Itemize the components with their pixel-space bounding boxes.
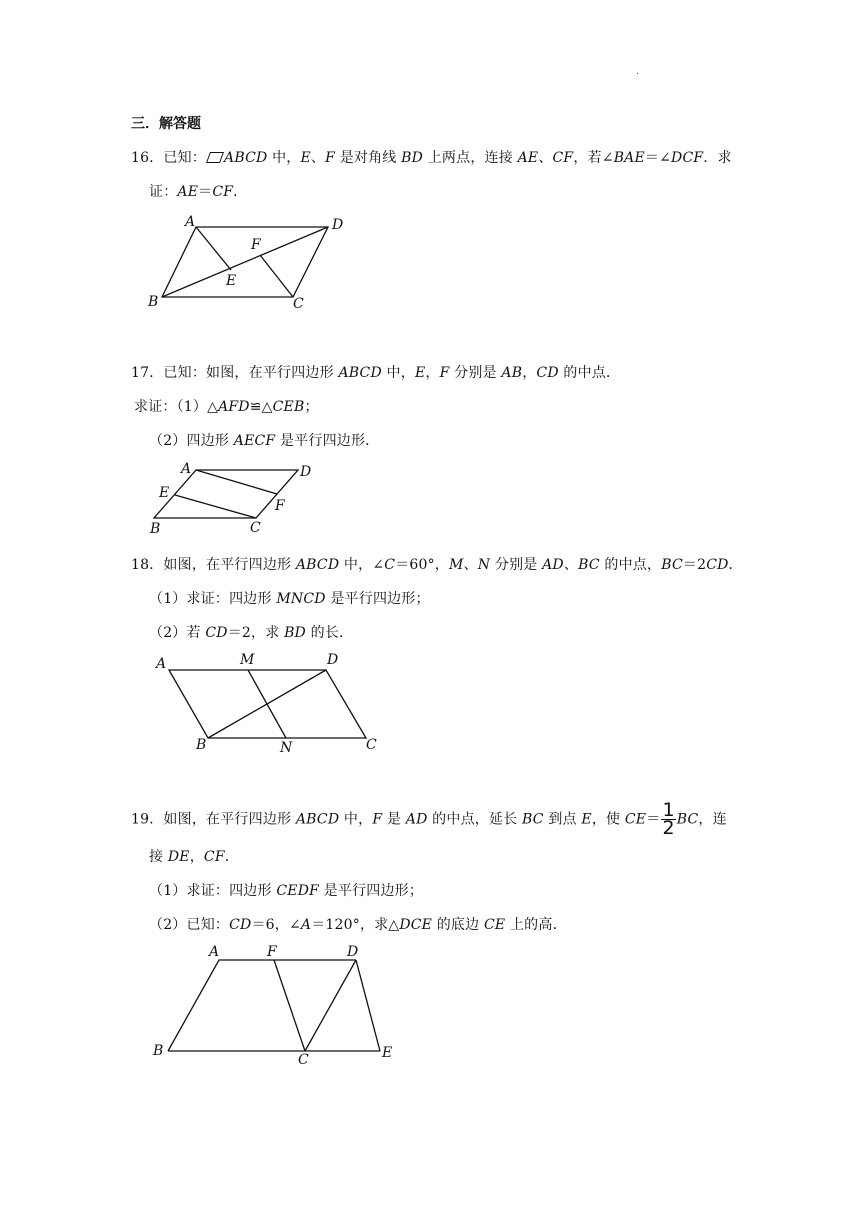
q16-segment-ae <box>196 227 231 270</box>
q19-figure <box>145 940 405 1070</box>
q19-line2: 接 DE，CF． <box>149 849 239 865</box>
q16-label-e: E <box>226 273 237 289</box>
q18-line3: （2）若 CD＝2，求 BD 的长． <box>149 625 354 641</box>
q18-line1: 18．如图，在平行四边形 ABCD 中，∠C＝60°，M、N 分别是 AD、BC 的中点，BC＝2CD． <box>131 557 743 573</box>
q16-label-d: D <box>332 217 344 233</box>
q18-label-m: M <box>240 652 255 668</box>
q18-label-c: C <box>366 737 377 753</box>
q19-sides-ba-ad <box>168 960 356 1051</box>
q19-line1: 19．如图，在平行四边形 ABCD 中，F 是 AD 的中点，延长 BC 到点 E，使 CE＝ $\frac{1}{2}$ BC，连 <box>131 799 727 839</box>
one-half-fraction: $\frac{1}{2}$ <box>662 799 675 839</box>
q19-label-e: E <box>382 1045 393 1061</box>
q18-figure <box>150 648 390 756</box>
q16-segment-cf <box>260 255 293 297</box>
q17-label-e: E <box>159 485 170 501</box>
q16-label-a: A <box>185 214 196 230</box>
q18-line2: （1）求证：四边形 MNCD 是平行四边形； <box>149 591 430 607</box>
q17-label-b: B <box>150 521 161 537</box>
q17-figure <box>140 458 330 538</box>
q19-segment-de <box>356 960 380 1051</box>
q16-diagonal-bd <box>162 227 328 297</box>
q18-label-n: N <box>280 740 293 756</box>
q19-label-d: D <box>347 944 359 960</box>
q16-label-b: B <box>148 294 159 310</box>
q19-segment-fc <box>274 960 305 1051</box>
q17-label-f: F <box>275 498 285 514</box>
q19-label-a: A <box>209 944 220 960</box>
q18-label-b: B <box>196 737 207 753</box>
q17-label-c: C <box>250 520 261 536</box>
q17-line3: （2）四边形 AECF 是平行四边形． <box>149 433 380 449</box>
q16-label-f: F <box>251 237 261 253</box>
q19-line4: （2）已知：CD＝6，∠A＝120°，求△DCE 的底边 CE 上的高． <box>149 917 567 933</box>
parallelogram-symbol-icon <box>206 152 224 163</box>
q17-label-d: D <box>300 464 312 480</box>
q17-label-a: A <box>181 461 192 477</box>
q19-label-c: C <box>298 1052 309 1068</box>
q16-line2: 证：AE＝CF． <box>149 184 248 200</box>
q17-segment-af <box>196 470 277 494</box>
q16-figure <box>140 210 360 315</box>
q18-segment-bd <box>208 670 326 738</box>
q18-label-d: D <box>327 652 339 668</box>
q16-label-c: C <box>293 296 304 312</box>
header-mark: . <box>636 66 640 77</box>
q17-segment-ec <box>175 495 256 518</box>
q16-line1: 16．已知： ABCD 中，E、F 是对角线 BD 上两点，连接 AE、CF，若∠BAE＝∠DCF．求 <box>131 150 732 166</box>
q18-label-a: A <box>156 656 167 672</box>
section-title: 三．解答题 <box>131 116 201 132</box>
q19-label-f: F <box>267 944 277 960</box>
q17-line1: 17．已知：如图，在平行四边形 ABCD 中，E，F 分别是 AB，CD 的中点． <box>131 365 621 381</box>
q19-line3: （1）求证：四边形 CEDF 是平行四边形； <box>149 883 424 899</box>
q19-segment-dc <box>305 960 356 1051</box>
q17-line2: 求证：（1）△AFD≌△CEB； <box>134 399 319 415</box>
q19-label-b: B <box>153 1043 164 1059</box>
